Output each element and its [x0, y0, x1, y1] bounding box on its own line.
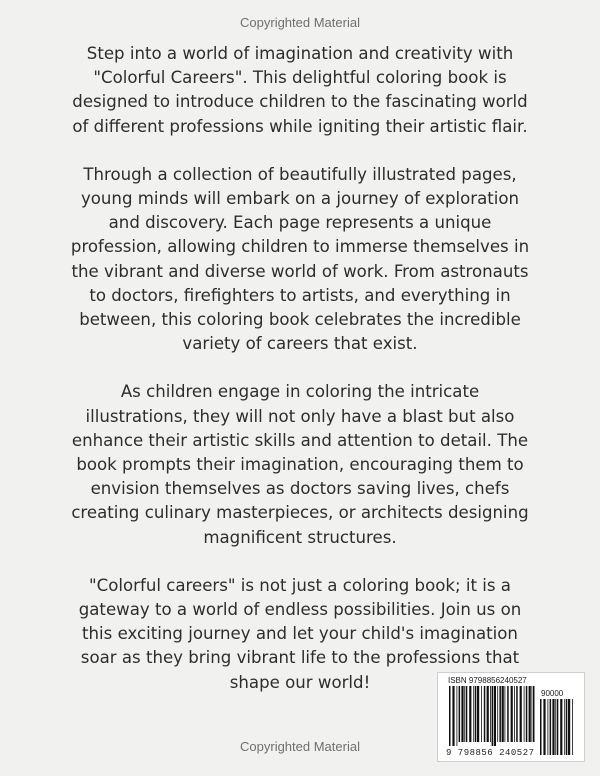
barcode-bar: [484, 686, 486, 742]
barcode-bar: [481, 686, 482, 742]
barcode-bar: [529, 686, 531, 742]
barcode-bar: [492, 686, 494, 746]
barcode-bar: [449, 686, 451, 746]
description-paragraph-2: Through a collection of beautifully illustrated pages, young minds will embark on a journey of exploration and discovery. Each page represents a unique profession, allowing children to immerse themselves in the vibrant and diverse world of work. From astronauts to doctors, firefighters to artists, and everything in between, this coloring book celebrates the incredible variety of careers that exist.: [70, 164, 530, 354]
barcode-bar: [461, 686, 463, 742]
barcode-bar: [475, 686, 477, 742]
copyright-watermark-top: Copyrighted Material: [240, 15, 360, 30]
isbn-label: ISBN 9798856240527: [448, 676, 527, 685]
barcode-bar: [487, 686, 489, 742]
description-paragraph-4: "Colorful careers" is not just a coloring book; it is a gateway to a world of endless possibilities. Join us on this exciting journey and let your child's imagination soar as they bring vibrant life to the professions that shape our world!: [78, 575, 522, 692]
barcode-bar: [477, 686, 479, 742]
barcode-bars-main: [449, 686, 537, 746]
barcode-bar: [457, 686, 458, 746]
barcode-bar: [514, 686, 515, 742]
barcode-bar: [520, 686, 522, 742]
barcode-bar: [511, 686, 513, 742]
barcode-bar: [526, 686, 528, 742]
barcode-bar: [452, 686, 454, 746]
barcode-bar: [532, 686, 533, 742]
barcode-bar: [466, 686, 468, 742]
barcode-bar: [505, 686, 506, 742]
barcode-bar: [464, 686, 465, 742]
description-text-block: [70, 42, 530, 695]
price-code: 90000: [541, 689, 564, 698]
barcode-bar: [490, 686, 491, 742]
barcode-bar: [494, 686, 496, 746]
copyright-watermark-bottom: Copyrighted Material: [240, 739, 360, 754]
description-paragraph-1: Step into a world of imagination and creativity with "Colorful Careers". This delightful coloring book is designed to introduce children to the fascinating world of different professions while igniting their artistic flair.: [72, 44, 528, 136]
description-paragraph-3: As children engage in coloring the intricate illustrations, they will not only have a blast but also enhance their artistic skills and attention to detail. The book prompts their imagination, encouraging them to envision themselves as doctors saving lives, chefs creating culinary masterpieces, or architects designing magnificent structures.: [71, 382, 529, 547]
barcode-bar: [499, 686, 501, 742]
barcode-bar: [507, 686, 509, 742]
barcode-bar: [516, 686, 518, 742]
barcode-bar: [469, 686, 471, 742]
barcode-digits: 9 798856 240527: [446, 748, 535, 758]
barcode-bar: [524, 686, 525, 742]
barcode-bar: [533, 686, 535, 742]
barcode-bar: [459, 686, 461, 742]
barcode-bar: [497, 686, 498, 742]
barcode-bar: [502, 686, 504, 742]
barcode-bar: [473, 686, 474, 742]
